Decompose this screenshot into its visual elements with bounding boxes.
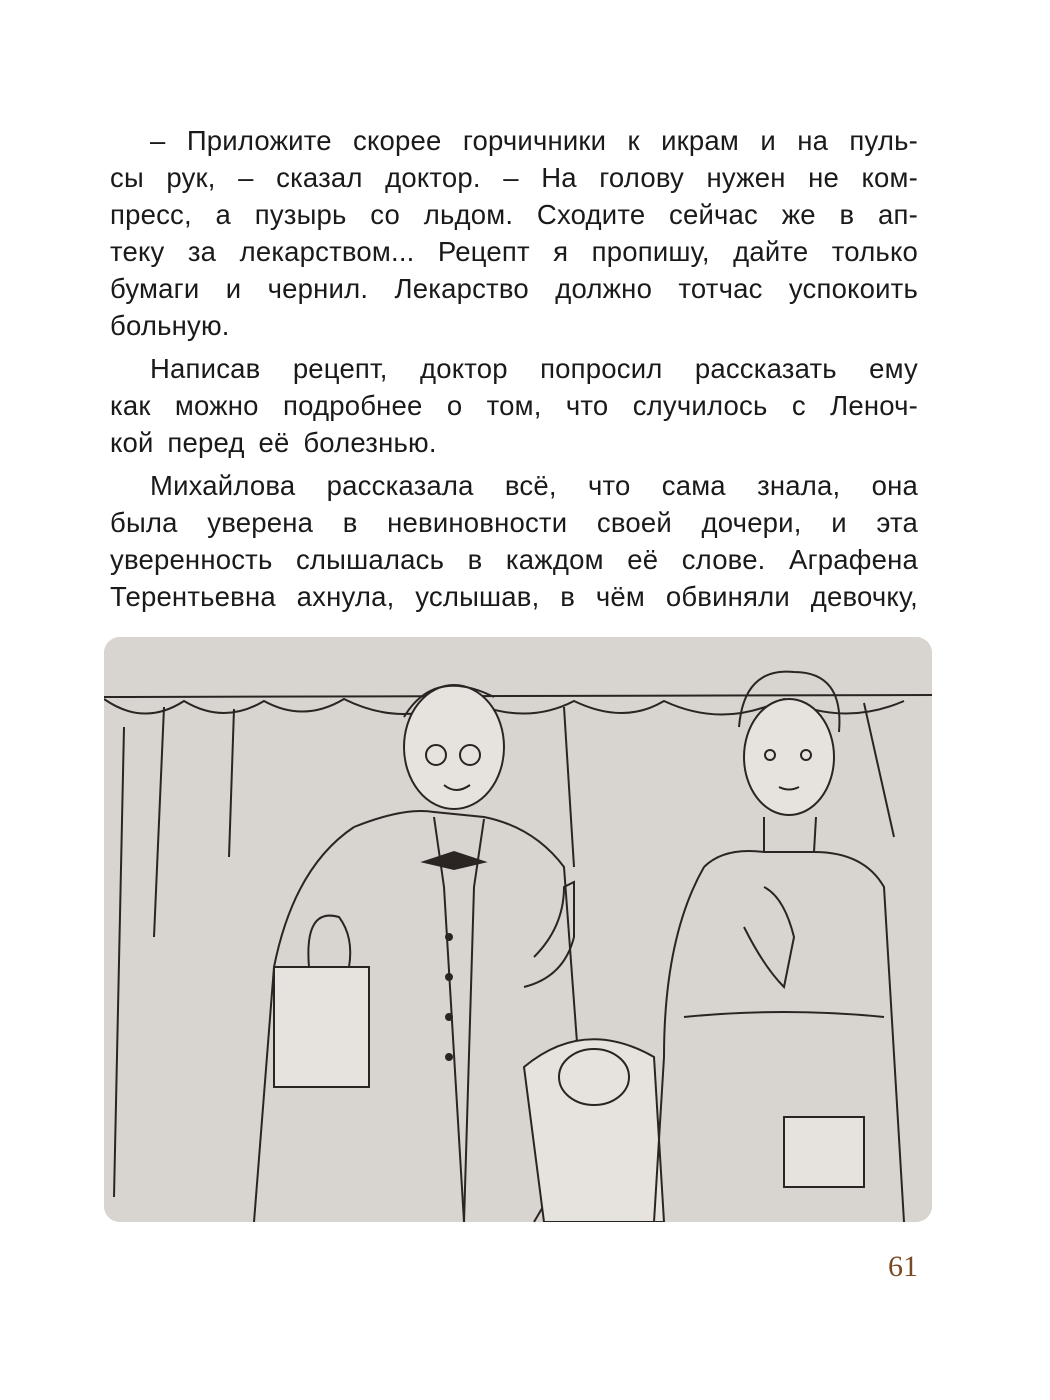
page-number: 61 [888, 1250, 918, 1283]
baby-bassinet [524, 1039, 664, 1222]
paragraph-1 [110, 122, 918, 344]
paragraph-3 [110, 467, 918, 615]
text-line: кой перед её болезнью. [110, 427, 437, 458]
text-line: сы рук, – сказал доктор. – На голову нужен не ком- [110, 162, 918, 193]
text-line: Михайлова рассказала всё, что сама знала, она [150, 470, 918, 501]
text-line: – Приложите скорее горчичники к икрам и на пуль- [150, 125, 918, 156]
text-line: больную. [110, 310, 230, 341]
text-line: уверенность слышалась в каждом её слове. Аграфена [110, 544, 918, 575]
text-line: Терентьевна ахнула, услышав, в чём обвиняли девочку, [110, 581, 918, 612]
paragraph-2 [110, 350, 918, 461]
text-line: пресс, а пузырь со льдом. Сходите сейчас же в ап- [110, 199, 918, 230]
text-line: была уверена в невиновности своей дочери, и эта [110, 507, 918, 538]
text-line: бумаги и чернил. Лекарство должно тотчас успокоить [110, 273, 918, 304]
text-line: Написав рецепт, доктор попросил рассказать ему [150, 353, 918, 384]
text-line: как можно подробнее о том, что случилось с Леноч- [110, 390, 918, 421]
body-text [110, 122, 918, 615]
text-line: теку за лекарством... Рецепт я пропишу, дайте только [110, 236, 918, 267]
illustration-doctor-and-mother [104, 637, 932, 1222]
